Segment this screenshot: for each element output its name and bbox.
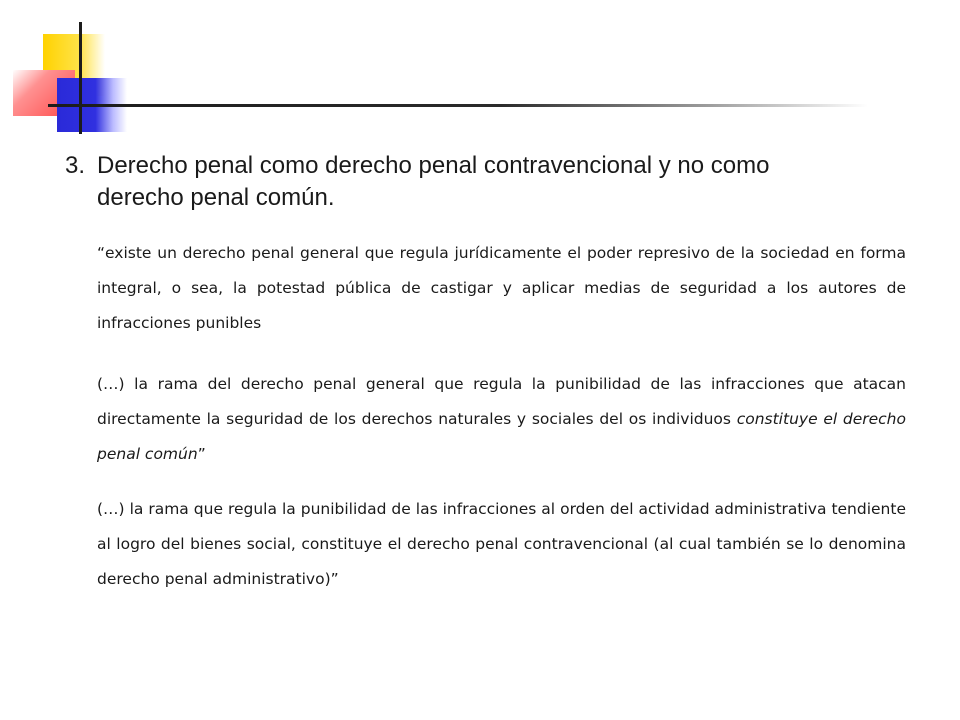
paragraph-2-close-quote: ” [197,445,206,463]
vertical-rule [79,22,82,134]
header-rule [48,104,868,107]
quote-paragraph-3: (…) la rama que regula la punibilidad de las infracciones al orden del actividad administrativa tendiente al logro del bienes social, constituye el derecho penal contravencional (al cual también se lo denomina derecho penal administrativo)” [97,500,906,588]
slide-logo-decoration [0,0,140,140]
paragraph-2-text: (…) la rama del derecho penal general que regula la punibilidad de las infracciones que atacan directamente la seguridad de los derechos naturales y sociales del os individuos [97,375,906,428]
title-line-1: Derecho penal como derecho penal contravencional y no como [97,152,770,179]
paragraph-2-italic: constituye el derecho penal común [97,410,906,463]
quote-paragraph-2 [97,367,906,472]
slide-title [65,150,865,214]
title-line-2: derecho penal común. [97,184,335,211]
quote-paragraph-1: “existe un derecho penal general que regula jurídicamente el poder represivo de la sociedad en forma integral, o sea, la potestad pública de castigar y aplicar medias de seguridad a los autores de infracciones punibles [97,244,906,332]
title-number: 3. [65,152,86,179]
